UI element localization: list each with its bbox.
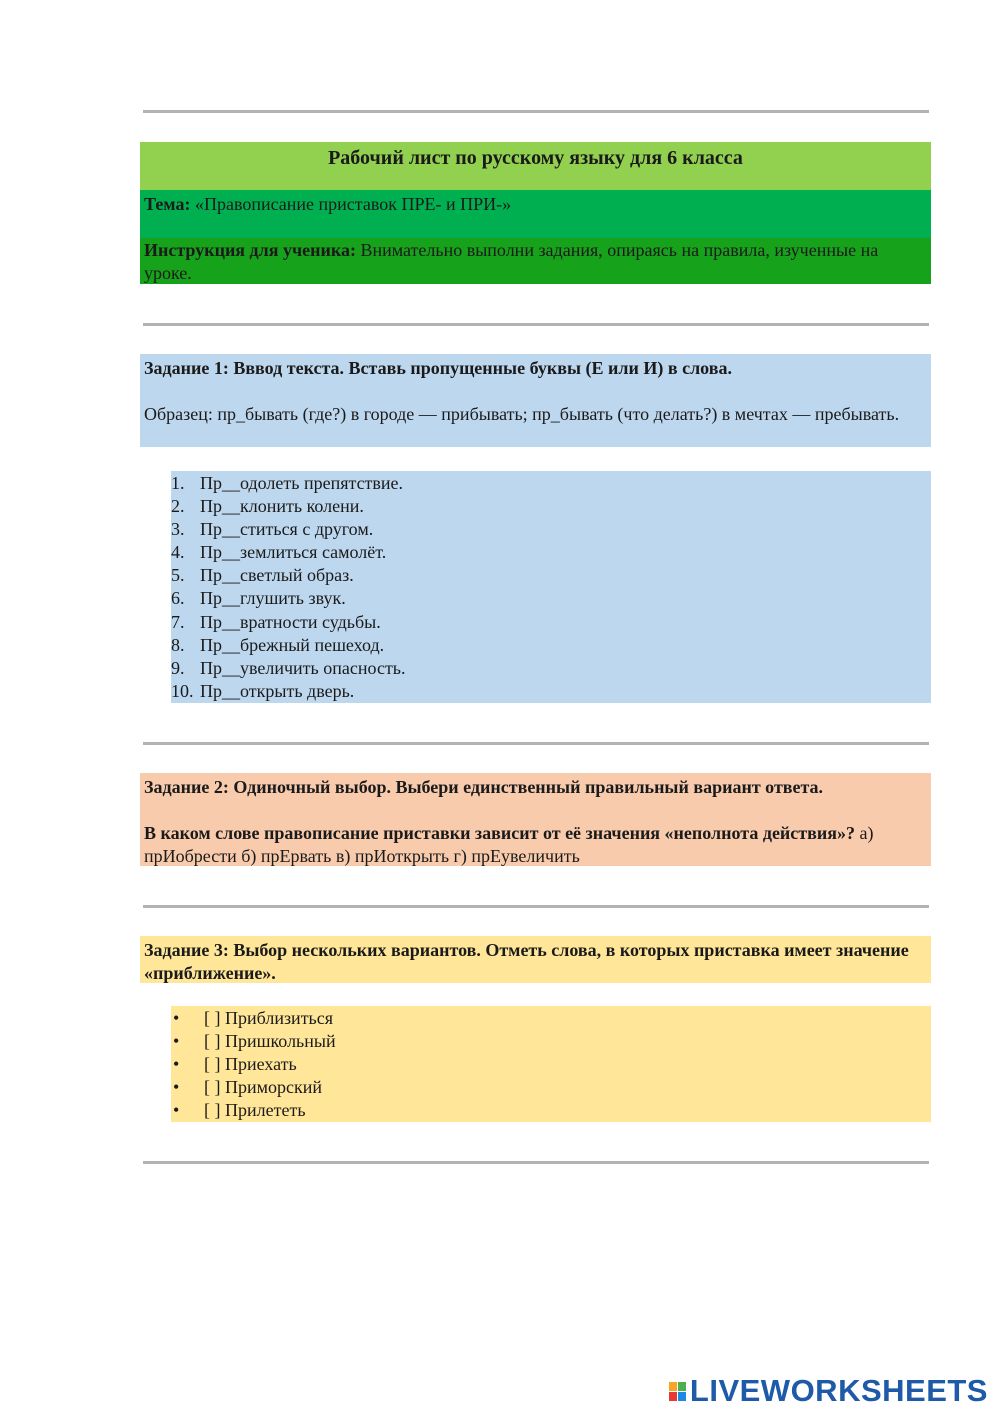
task1-item	[167, 680, 931, 703]
task1-item-text[interactable]: Пр__клонить колени.	[200, 496, 364, 517]
task1-item-number: 1.	[171, 473, 185, 493]
task1-header	[140, 354, 931, 447]
task1-item-number: 10.	[171, 680, 194, 701]
divider	[143, 110, 929, 113]
task3-header	[140, 936, 931, 983]
task1-item-text[interactable]: Пр__землиться самолёт.	[200, 542, 387, 563]
instruction-row	[140, 238, 931, 284]
bullet-icon: •	[173, 1054, 180, 1074]
task2-question-row	[144, 822, 927, 868]
task3-item-text[interactable]: [ ] Прилететь	[204, 1100, 306, 1120]
divider	[143, 905, 929, 908]
task1-item-text[interactable]: Пр__вратности судьбы.	[200, 611, 381, 632]
task3-list	[171, 1006, 931, 1122]
bullet-icon: •	[173, 1100, 180, 1120]
task1-item-text[interactable]: Пр__брежный пешеход.	[200, 634, 385, 655]
task3-item[interactable]	[171, 1076, 931, 1099]
task3-item-text[interactable]: [ ] Приморский	[204, 1077, 323, 1097]
instruction-text: Внимательно выполни задания, опираясь на правила, изученные на уроке.	[144, 240, 879, 283]
task3-item[interactable]	[171, 1007, 931, 1030]
task2-options[interactable]: а) прИобрести б) прЕрвать в) прИоткрыть г) прЕувеличить	[144, 823, 874, 866]
task1-item	[167, 611, 931, 634]
task1-item-text[interactable]: Пр__открыть дверь.	[200, 680, 355, 701]
task1-item-number: 9.	[171, 657, 185, 678]
divider	[143, 742, 929, 745]
liveworksheets-logo[interactable]	[669, 1373, 988, 1409]
task1-item	[167, 495, 931, 518]
task1-item-text[interactable]: Пр__глушить звук.	[200, 588, 346, 609]
topic-row	[140, 190, 931, 238]
task1-item-text[interactable]: Пр__ститься с другом.	[200, 519, 374, 540]
task3-item[interactable]	[171, 1099, 931, 1122]
worksheet-title: Рабочий лист по русскому языку для 6 класса	[140, 142, 931, 190]
instruction-label: Инструкция для ученика:	[144, 240, 356, 260]
task3-item-text[interactable]: [ ] Приехать	[204, 1054, 297, 1074]
task1-list	[171, 471, 931, 703]
task1-item-number: 7.	[171, 611, 185, 632]
bullet-icon: •	[173, 1031, 180, 1051]
task1-item-number: 6.	[171, 588, 185, 609]
task1-item-number: 8.	[171, 634, 185, 655]
topic-label: Тема:	[144, 194, 191, 214]
task1-item	[167, 472, 931, 495]
bullet-icon: •	[173, 1077, 180, 1097]
task1-item-number: 2.	[171, 496, 185, 517]
divider	[143, 323, 929, 326]
task3-item-text[interactable]: [ ] Приблизиться	[204, 1008, 334, 1028]
task1-item	[167, 541, 931, 564]
task1-item	[167, 518, 931, 541]
bullet-icon: •	[173, 1008, 180, 1028]
task1-item	[167, 634, 931, 657]
task1-item-text[interactable]: Пр__одолеть препятствие.	[200, 473, 404, 493]
task1-item-number: 4.	[171, 542, 185, 563]
task3-item-text[interactable]: [ ] Пришкольный	[204, 1031, 336, 1051]
task2-question: В каком слове правописание приставки зависит от её значения «неполнота действия»?	[144, 823, 855, 843]
task1-item-text[interactable]: Пр__светлый образ.	[200, 565, 354, 586]
task1-example: Образец: пр_бывать (где?) в городе — прибывать; пр_бывать (что делать?) в мечтах — пребывать.	[144, 404, 900, 424]
task2-block	[140, 773, 931, 866]
task2-heading: Задание 2: Одиночный выбор. Выбери единственный правильный вариант ответа.	[144, 777, 824, 797]
task1-heading: Задание 1: Вввод текста. Вставь пропущенные буквы (Е или И) в слова.	[144, 358, 732, 378]
task1-item-text[interactable]: Пр__увеличить опасность.	[200, 657, 406, 678]
logo-text: LIVEWORKSHEETS	[689, 1373, 988, 1408]
topic-text: «Правописание приставок ПРЕ- и ПРИ-»	[190, 194, 512, 214]
divider	[143, 1161, 929, 1164]
logo-mark-icon	[669, 1382, 686, 1401]
task1-item-number: 3.	[171, 519, 185, 540]
task1-item-number: 5.	[171, 565, 185, 586]
task1-item	[167, 564, 931, 587]
task3-item[interactable]	[171, 1053, 931, 1076]
task1-item	[167, 657, 931, 680]
task3-heading: Задание 3: Выбор нескольких вариантов. Отметь слова, в которых приставка имеет значение «приближение».	[144, 940, 909, 983]
task1-item	[167, 587, 931, 610]
task3-item[interactable]	[171, 1030, 931, 1053]
